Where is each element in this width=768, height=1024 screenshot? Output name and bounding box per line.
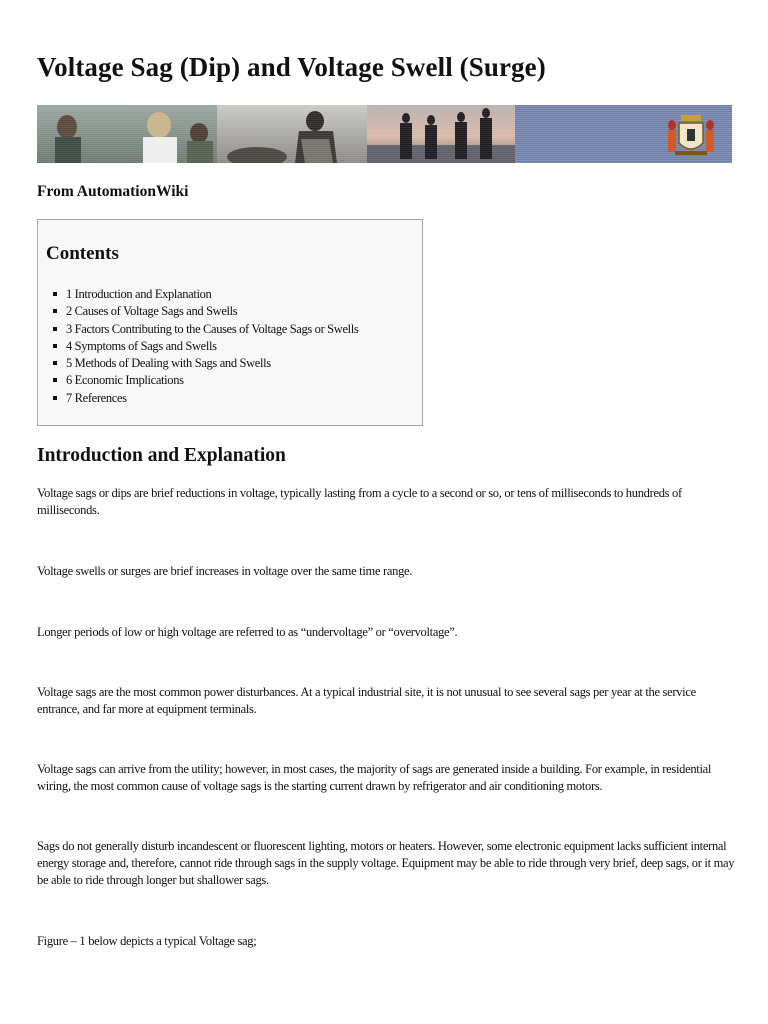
- site-banner: [37, 105, 732, 163]
- toc-item: [66, 286, 358, 303]
- toc-item: [66, 303, 358, 320]
- section-heading: Introduction and Explanation: [37, 445, 286, 466]
- bullet-icon: [53, 292, 57, 296]
- toc-link-symptoms[interactable]: 4 Symptoms of Sags and Swells: [66, 338, 217, 353]
- bullet-icon: [53, 327, 57, 331]
- toc-link-methods[interactable]: 5 Methods of Dealing with Sags and Swells: [66, 356, 271, 371]
- toc-item: [66, 390, 358, 407]
- bullet-icon: [53, 378, 57, 382]
- toc-item: [66, 372, 358, 389]
- toc-link-introduction[interactable]: 1 Introduction and Explanation: [66, 287, 212, 301]
- toc-link-causes[interactable]: 2 Causes of Voltage Sags and Swells: [66, 304, 238, 319]
- toc-list: [66, 286, 358, 407]
- toc-item: [66, 338, 358, 355]
- toc-item: [66, 321, 358, 338]
- paragraph: Voltage sags are the most common power disturbances. At a typical industrial site, it is not unusual to see several sags per year at the service entrance, and far more at equipment terminals.: [37, 685, 696, 716]
- bullet-icon: [53, 361, 57, 365]
- toc-link-factors[interactable]: 3 Factors Contributing to the Causes of Voltage Sags or Swells: [66, 321, 359, 336]
- table-of-contents: [37, 219, 423, 426]
- source-attribution: From AutomationWiki: [37, 183, 189, 200]
- paragraph: Sags do not generally disturb incandescent or fluorescent lighting, motors or heaters. However, some electronic equipment lacks sufficient internal energy storage and, therefore, cannot ride through sags in the supply voltage. Equipment may be able to ride through very brief, deep sags, or it may be able to ride through longer but shallower sags.: [37, 839, 735, 887]
- toc-link-economic[interactable]: 6 Economic Implications: [66, 373, 184, 388]
- bullet-icon: [53, 344, 57, 348]
- page-title: Voltage Sag (Dip) and Voltage Swell (Surge): [37, 52, 546, 82]
- paragraph: Voltage swells or surges are brief increases in voltage over the same time range.: [37, 564, 413, 578]
- bullet-icon: [53, 309, 57, 313]
- toc-title: Contents: [46, 243, 119, 264]
- paragraph: Figure – 1 below depicts a typical Voltage sag;: [37, 934, 257, 948]
- paragraph: Longer periods of low or high voltage are referred to as “undervoltage” or “overvoltage”.: [37, 625, 458, 639]
- bullet-icon: [53, 396, 57, 400]
- toc-item: [66, 355, 358, 372]
- paragraph: Voltage sags or dips are brief reductions in voltage, typically lasting from a cycle to a second or so, or tens of milliseconds to hundreds of milliseconds.: [37, 486, 682, 517]
- paragraph: Voltage sags can arrive from the utility; however, in most cases, the majority of sags are generated inside a building. For example, in residential wiring, the most common cause of voltage sags is the starting current drawn by refrigerator and air conditioning motors.: [37, 762, 712, 793]
- toc-link-references[interactable]: 7 References: [66, 390, 127, 405]
